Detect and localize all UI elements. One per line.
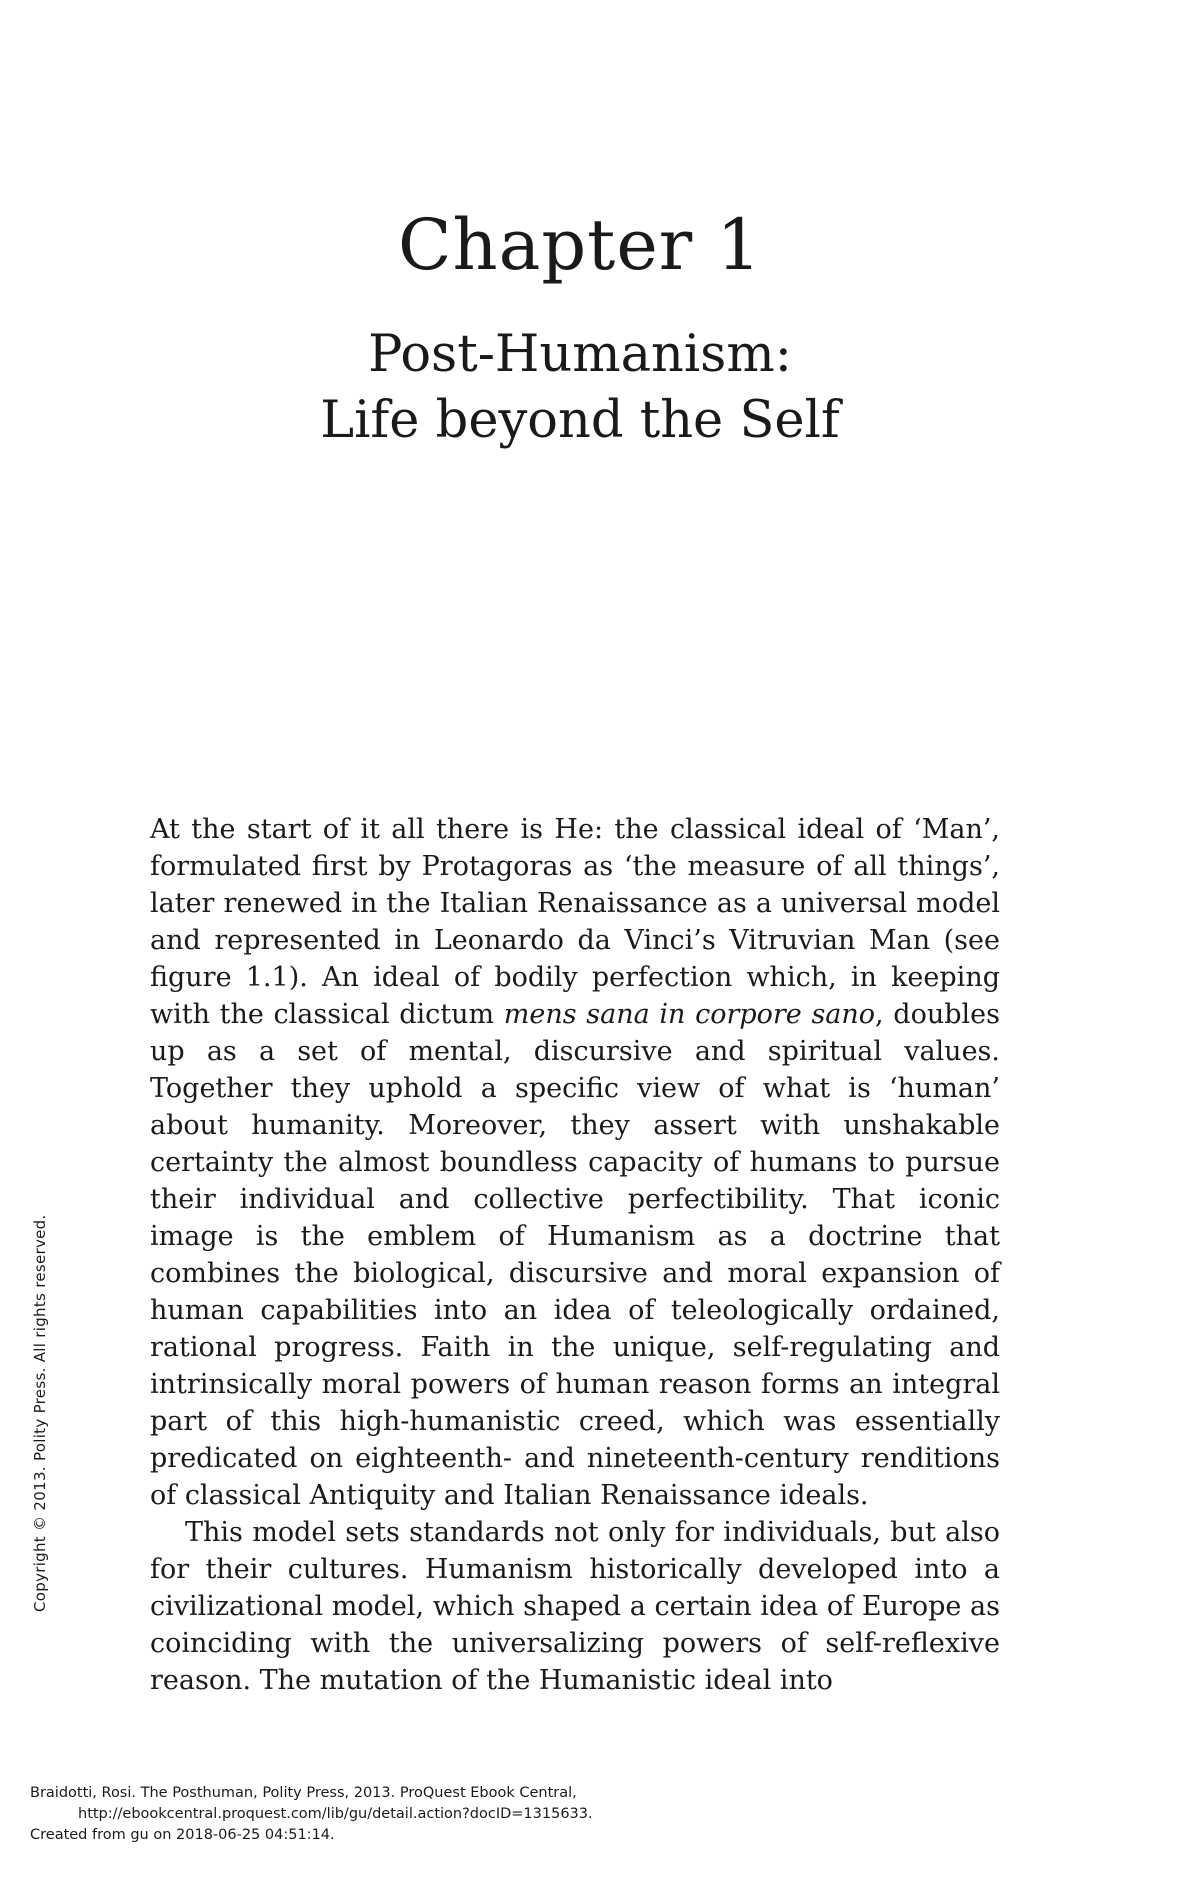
chapter-title-line-2: Life beyond the Self [320, 391, 840, 450]
citation-url: http://ebookcentral.proquest.com/lib/gu/detail.action?docID=1315633. [78, 1806, 593, 1822]
chapter-label: Chapter 1 [398, 204, 762, 286]
citation-created: Created from gu on 2018-06-25 04:51:14. [30, 1827, 335, 1843]
chapter-title-line-1: Post-Humanism: [368, 325, 792, 384]
paragraph-1-text-b: , doubles up as a set of mental, discursive and spiritual values. Together they uphold a specific view of what is ‘human’ about humanity. Moreover, they assert with unshakable certainty the almost boundless capacity of humans to pursue their individual and collective perfectibility. That iconic image is the emblem of Humanism as a doctrine that combines the biological, discursive and moral expansion of human capabilities into an idea of teleologically ordained, rational progress. Faith in the unique, self-regulating and intrinsically moral powers of human reason forms an integral part of this high-humanistic creed, which was essentially predicated on eighteenth- and nineteenth-century renditions of classical Antiquity and Italian Renaissance ideals. [150, 999, 1000, 1511]
latin-dictum: mens sana in corpore sano [503, 999, 876, 1030]
paragraph-1 [150, 811, 1000, 1514]
body-text [150, 811, 1000, 1699]
paragraph-2: This model sets standards not only for individuals, but also for their cultures. Humanism historically developed into a civilizational model, which shaped a certain idea of Europe as coinciding with the universalizing powers of self-reflexive reason. The mutation of the Humanistic ideal into [150, 1517, 1000, 1696]
paragraph-1-text-a: At the start of it all there is He: the classical ideal of ‘Man’, formulated first by Protagoras as ‘the measure of all things’, later renewed in the Italian Renaissance as a universal model and represented in Leonardo da Vinci’s Vitruvian Man (see figure 1.1). An ideal of bodily perfection which, in keeping with the classical dictum [150, 814, 1000, 1030]
copyright-notice: Copyright © 2013. Polity Press. All rights reserved. [31, 1214, 49, 1612]
chapter-title [0, 322, 1160, 454]
citation-footer [30, 1783, 593, 1846]
citation-line-1: Braidotti, Rosi. The Posthuman, Polity Press, 2013. ProQuest Ebook Central, [30, 1785, 577, 1801]
